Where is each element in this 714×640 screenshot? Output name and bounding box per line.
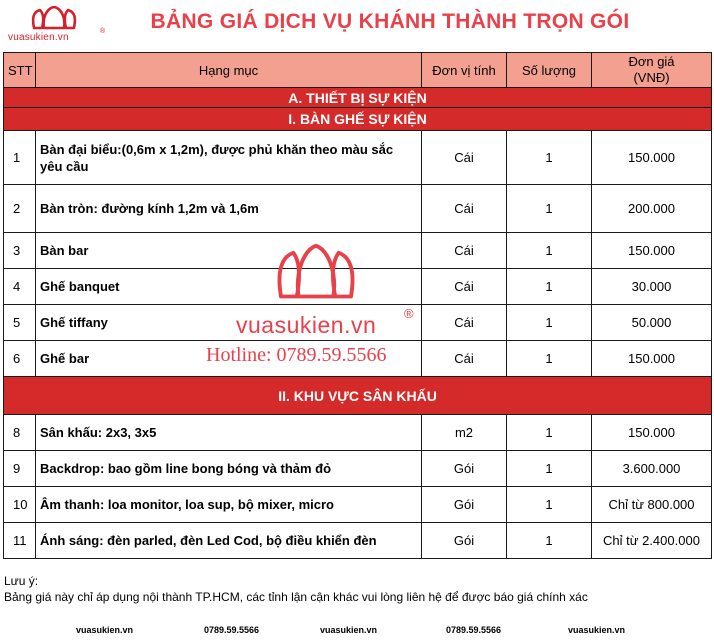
cell-price: 200.000	[592, 185, 712, 233]
note-text: Bảng giá này chỉ áp dụng nội thành TP.HCM, các tỉnh lận cận khác vui lòng liên hệ để được báo giá chính xác	[4, 590, 588, 604]
cell-price: 50.000	[592, 305, 712, 341]
cell-item: Ánh sáng: đèn parled, đèn Led Cod, bộ điều khiển đèn	[36, 523, 422, 559]
note	[4, 573, 710, 605]
cell-stt: 3	[4, 233, 36, 269]
cell-unit: Cái	[422, 185, 507, 233]
cell-item: Ghế tiffany	[36, 305, 422, 341]
cell-unit: Gói	[422, 523, 507, 559]
cell-qty: 1	[507, 269, 592, 305]
col-header-unit: Đơn vị tính	[422, 53, 507, 88]
cell-stt: 11	[4, 523, 36, 559]
cell-price: Chỉ từ 800.000	[592, 487, 712, 523]
cell-qty: 1	[507, 131, 592, 185]
col-header-price: Đơn giá (VNĐ)	[592, 53, 712, 88]
cell-item: Ghế banquet	[36, 269, 422, 305]
cell-price: 150.000	[592, 415, 712, 451]
table-row	[4, 523, 712, 559]
table-row	[4, 131, 712, 185]
page-title: BẢNG GIÁ DỊCH VỤ KHÁNH THÀNH TRỌN GÓI	[150, 10, 630, 33]
registered-mark: ®	[100, 28, 106, 35]
footer-site[interactable]: vuasukien.vn	[320, 625, 378, 635]
cell-item: Âm thanh: loa monitor, loa sup, bộ mixer, micro	[36, 487, 422, 523]
cell-stt: 8	[4, 415, 36, 451]
cell-stt: 5	[4, 305, 36, 341]
watermark-site: vuasukien.vn	[236, 312, 377, 338]
table-row	[4, 185, 712, 233]
section-a-title: A. THIẾT BỊ SỰ KIỆN	[4, 88, 712, 108]
cell-qty: 1	[507, 233, 592, 269]
col-header-item: Hạng mục	[36, 53, 422, 88]
cell-qty: 1	[507, 451, 592, 487]
cell-qty: 1	[507, 523, 592, 559]
cell-qty: 1	[507, 185, 592, 233]
cell-price: Chỉ từ 2.400.000	[592, 523, 712, 559]
table-header-row	[4, 53, 712, 88]
price-table	[3, 52, 712, 559]
table-row	[4, 451, 712, 487]
cell-item: Bàn tròn: đường kính 1,2m và 1,6m	[36, 185, 422, 233]
table-row	[4, 415, 712, 451]
watermark-registered-mark: ®	[404, 306, 414, 321]
table-row	[4, 487, 712, 523]
table-row	[4, 341, 712, 377]
watermark-hotline: Hotline: 0789.59.5566	[206, 344, 387, 366]
cell-unit: m2	[422, 415, 507, 451]
cell-stt: 6	[4, 341, 36, 377]
note-label: Lưu ý:	[4, 574, 39, 588]
header	[0, 0, 714, 52]
logo-site-text: vuasukien.vn	[8, 32, 69, 43]
footer	[0, 620, 714, 640]
lotus-logo-icon	[30, 6, 78, 30]
footer-phone[interactable]: 0789.59.5566	[446, 625, 502, 635]
cell-price: 30.000	[592, 269, 712, 305]
cell-price: 150.000	[592, 233, 712, 269]
section-row	[4, 88, 712, 108]
cell-item: Bàn đại biểu:(0,6m x 1,2m), được phủ khăn theo màu sắc yêu cầu	[36, 131, 422, 185]
cell-stt: 2	[4, 185, 36, 233]
cell-stt: 10	[4, 487, 36, 523]
table-row	[4, 305, 712, 341]
cell-price: 150.000	[592, 341, 712, 377]
section-2-title: II. KHU VỰC SÂN KHẤU	[4, 377, 712, 415]
col-header-stt: STT	[4, 53, 36, 88]
section-row	[4, 108, 712, 131]
cell-item: Ghế bar	[36, 341, 422, 377]
cell-item: Sân khấu: 2x3, 3x5	[36, 415, 422, 451]
cell-qty: 1	[507, 415, 592, 451]
cell-unit: Cái	[422, 131, 507, 185]
cell-unit: Gói	[422, 487, 507, 523]
section-1-title: I. BÀN GHẾ SỰ KIỆN	[4, 108, 712, 131]
cell-stt: 9	[4, 451, 36, 487]
table-row	[4, 233, 712, 269]
cell-stt: 4	[4, 269, 36, 305]
cell-unit: Cái	[422, 305, 507, 341]
table-row	[4, 269, 712, 305]
cell-unit: Cái	[422, 233, 507, 269]
cell-qty: 1	[507, 305, 592, 341]
col-header-qty: Số lượng	[507, 53, 592, 88]
cell-item: Backdrop: bao gồm line bong bóng và thảm đỏ	[36, 451, 422, 487]
footer-phone[interactable]: 0789.59.5566	[204, 625, 260, 635]
section-row	[4, 377, 712, 415]
cell-qty: 1	[507, 341, 592, 377]
footer-site[interactable]: vuasukien.vn	[568, 625, 626, 635]
cell-unit: Cái	[422, 269, 507, 305]
brand-logo[interactable]	[8, 6, 104, 46]
cell-unit: Cái	[422, 341, 507, 377]
cell-unit: Gói	[422, 451, 507, 487]
cell-stt: 1	[4, 131, 36, 185]
cell-item: Bàn bar	[36, 233, 422, 269]
cell-qty: 1	[507, 487, 592, 523]
footer-site[interactable]: vuasukien.vn	[76, 625, 134, 635]
cell-price: 150.000	[592, 131, 712, 185]
cell-price: 3.600.000	[592, 451, 712, 487]
